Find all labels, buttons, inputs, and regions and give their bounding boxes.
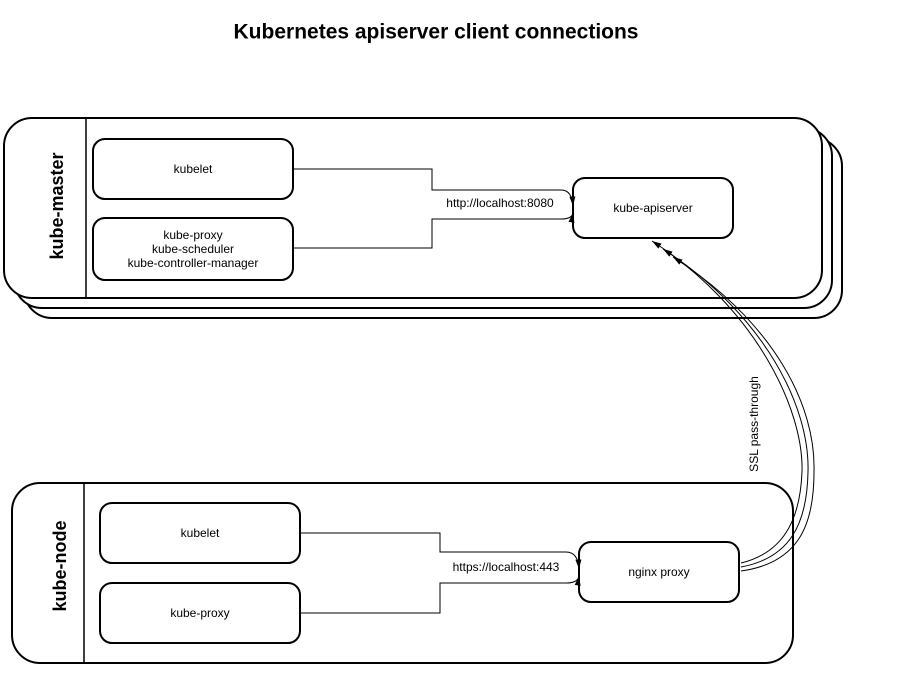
node-control-plane-clients-line-2: kube-scheduler	[151, 242, 235, 256]
diagram-title: Kubernetes apiserver client connections	[233, 20, 639, 44]
node-kube-apiserver-label: kube-apiserver	[613, 201, 693, 215]
node-kube-proxy-label: kube-proxy	[170, 606, 230, 620]
edge-label-http-localhost-8080: http://localhost:8080	[446, 196, 554, 210]
node-control-plane-clients-line-1: kube-proxy	[163, 228, 223, 242]
edge-label-https-localhost-443: https://localhost:443	[452, 560, 560, 574]
cluster-kube-node	[12, 483, 793, 663]
node-kubelet-master-label: kubelet	[173, 162, 213, 176]
node-kubelet-node-label: kubelet	[180, 526, 220, 540]
node-nginx-proxy-label: nginx proxy	[628, 565, 690, 579]
cluster-kube-master	[4, 118, 842, 318]
cluster-label-kube-node: kube-node	[50, 520, 70, 612]
cluster-label-kube-master: kube-master	[47, 152, 67, 260]
node-control-plane-clients-line-3: kube-controller-manager	[127, 256, 259, 270]
edge-label-ssl-passthrough: SSL pass-through	[747, 376, 761, 472]
